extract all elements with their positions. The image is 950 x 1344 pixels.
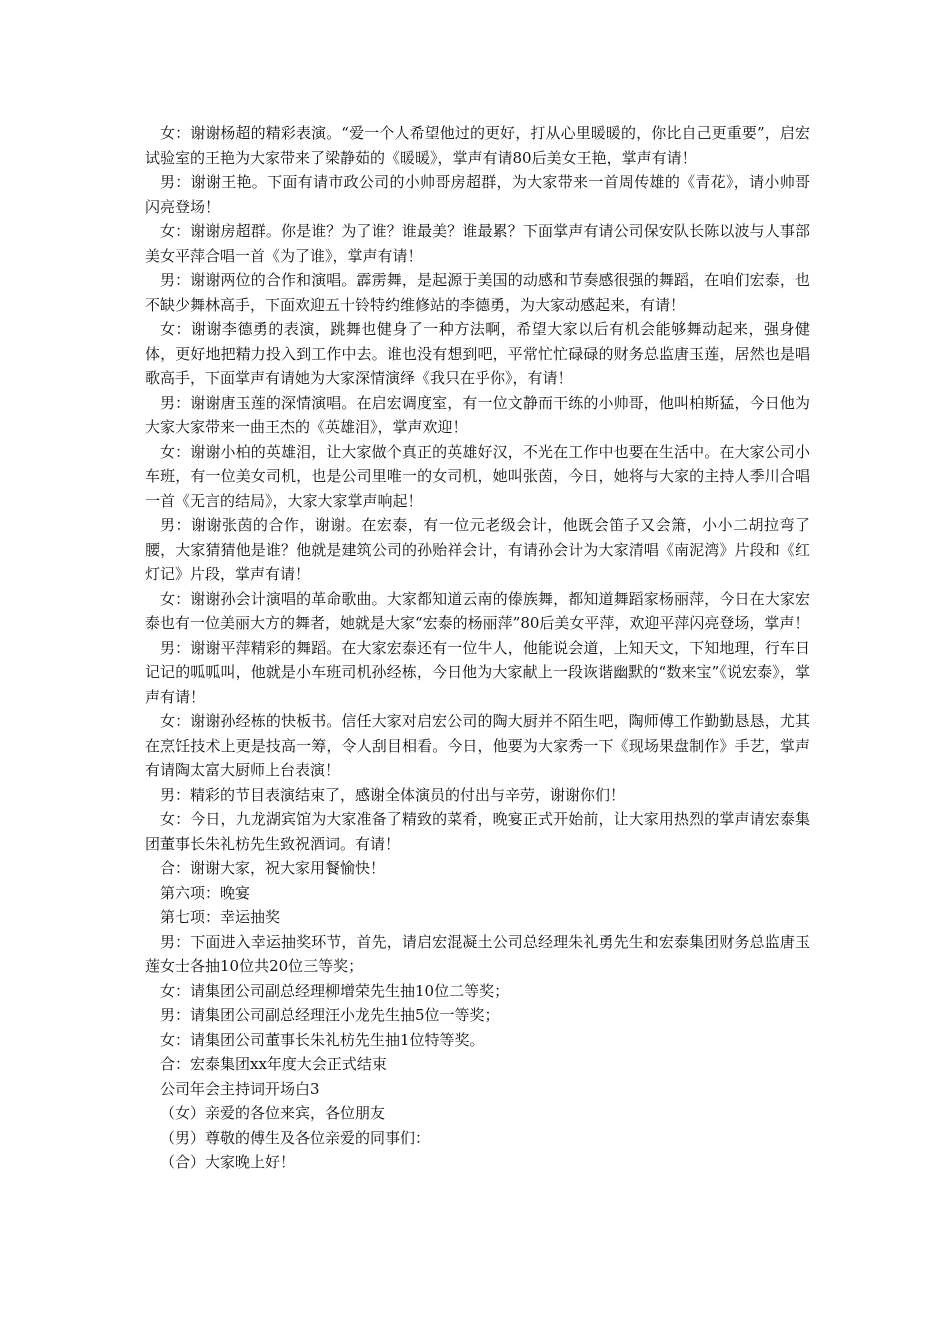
paragraph: 男：谢谢唐玉莲的深情演唱。在启宏调度室，有一位文静而干练的小帅哥，他叫柏斯猛，今日他为大家大家带来一曲王杰的《英雄泪》，掌声欢迎！ bbox=[145, 393, 810, 436]
paragraph: 女：谢谢小柏的英雄泪，让大家做个真正的英雄好汉，不光在工作中也要在生活中。在大家公司小车班，有一位美女司机，也是公司里唯一的女司机，她叫张茵，今日，她将与大家的主持人季川合唱一首《无言的结局》，大家大家掌声响起！ bbox=[145, 442, 810, 510]
paragraph: 男：谢谢王艳。下面有请市政公司的小帅哥房超群，为大家带来一首周传雄的《青花》，请小帅哥闪亮登场！ bbox=[145, 173, 810, 216]
paragraph: 女：谢谢孙经栋的快板书。信任大家对启宏公司的陶大厨并不陌生吧，陶师傅工作勤勤恳恳，尤其在烹饪技术上更是技高一筹，令人刮目相看。今日，他要为大家秀一下《现场果盘制作》手艺，掌声有请陶太富大厨师上台表演！ bbox=[145, 712, 810, 779]
paragraph: 男：下面进入幸运抽奖环节，首先，请启宏混凝土公司总经理朱礼勇先生和宏泰集团财务总监唐玉莲女士各抽10位共20位三等奖； bbox=[145, 932, 810, 975]
paragraph: 女：谢谢房超群。你是谁？为了谁？谁最美？谁最累？下面掌声有请公司保安队长陈以波与人事部美女平萍合唱一首《为了谁》，掌声有请！ bbox=[145, 222, 810, 265]
paragraph: 男：精彩的节目表演结束了，感谢全体演员的付出与辛劳，谢谢你们！ bbox=[160, 785, 626, 804]
section-title: 公司年会主持词开场白3 bbox=[160, 1079, 320, 1098]
paragraph: 女：请集团公司副总经理柳增荣先生抽10位二等奖； bbox=[160, 981, 510, 1000]
paragraph: 男：谢谢平萍精彩的舞蹈。在大家宏泰还有一位牛人，他能说会道，上知天文，下知地理，行车日记记的呱呱叫，他就是小车班司机孙经栋，今日他为大家献上一段诙谐幽默的“数来宝”《说宏泰》，掌声有请！ bbox=[145, 638, 810, 706]
paragraph: 女：谢谢孙会计演唱的革命歌曲。大家都知道云南的傣族舞，都知道舞蹈家杨丽萍，今日在大家宏泰也有一位美丽大方的舞者，她就是大家“宏泰的杨丽萍”80后美女平萍，欢迎平萍闪亮登场，掌声！ bbox=[145, 589, 810, 632]
section-heading: 第六项：晚宴 bbox=[160, 883, 251, 902]
paragraph: 男：谢谢两位的合作和演唱。霹雳舞，是起源于美国的动感和节奏感很强的舞蹈，在咱们宏泰，也不缺少舞林高手，下面欢迎五十铃特约维修站的李德勇，为大家动感起来，有请！ bbox=[145, 271, 810, 314]
paragraph: 合：宏泰集团xx年度大会正式结束 bbox=[160, 1055, 387, 1073]
paragraph: 男：谢谢张茵的合作，谢谢。在宏泰，有一位元老级会计，他既会笛子又会箫，小小二胡拉弯了腰，大家猜猜他是谁？他就是建筑公司的孙贻祥会计，有请孙会计为大家清唱《南泥湾》片段和《红灯记》片段，掌声有请！ bbox=[145, 516, 810, 583]
paragraph: （男）尊敬的傅生及各位亲爱的同事们： bbox=[160, 1128, 431, 1147]
paragraph: （合）大家晚上好！ bbox=[160, 1153, 296, 1171]
paragraph: 女：请集团公司董事长朱礼枋先生抽1位特等奖。 bbox=[160, 1030, 485, 1049]
paragraph: 男：请集团公司副总经理汪小龙先生抽5位一等奖； bbox=[160, 1006, 500, 1024]
document-page bbox=[145, 121, 810, 1175]
section-heading: 第七项：幸运抽奖 bbox=[160, 908, 281, 926]
paragraph: 女：今日，九龙湖宾馆为大家准备了精致的菜肴，晚宴正式开始前，让大家用热烈的掌声请宏泰集团董事长朱礼枋先生致祝酒词。有请！ bbox=[145, 810, 810, 853]
paragraph: 女：谢谢李德勇的表演，跳舞也健身了一种方法啊，希望大家以后有机会能够舞动起来，强身健体，更好地把精力投入到工作中去。谁也没有想到吧，平常忙忙碌碌的财务总监唐玉莲，居然也是唱歌高手，下面掌声有请她为大家深情演绎《我只在乎你》，有请！ bbox=[145, 320, 810, 387]
paragraph: 合：谢谢大家，祝大家用餐愉快！ bbox=[160, 859, 386, 877]
paragraph: 女：谢谢杨超的精彩表演。“爱一个人希望他过的更好，打从心里暖暖的，你比自己更重要”，启宏试验室的王艳为大家带来了梁静茹的《暖暖》，掌声有请80后美女王艳，掌声有请！ bbox=[145, 124, 810, 167]
paragraph: （女）亲爱的各位来宾，各位朋友 bbox=[160, 1104, 386, 1122]
